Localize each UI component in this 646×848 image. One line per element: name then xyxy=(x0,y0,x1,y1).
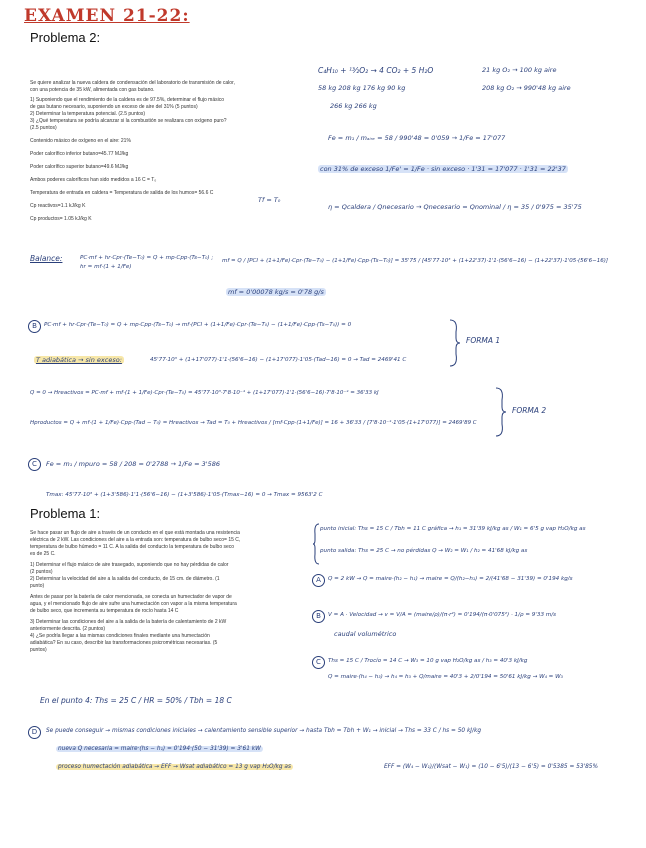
adiabatic-equation: 45'77·10³ + (1+17'077)·1'1·(56'6−16) − (1+17'077)·1'05·(Tad−16) = 0 → Tad = 2469'41 C xyxy=(150,357,407,363)
p1-part-b-note: caudal volumétrico xyxy=(334,630,397,638)
part-c1-circle: C xyxy=(312,656,325,669)
part-c-circle: C xyxy=(28,458,41,471)
fe-excess-calc xyxy=(318,165,568,173)
part-b-circle: B xyxy=(28,320,41,333)
part-c-tmax: Tmax: 45'77·10³ + (1+3'586)·1'1·(56'6−16) − (1+3'586)·1'05·(Tmax−16) = 0 → Tmax = 9563'2 C xyxy=(46,492,323,498)
p1-part-c-2: Q = maire·(h₄ − h₃) → h₄ = h₃ + Q/maire = 40'3 + 2/0'194 = 50'61 kJ/kg → W₄ = W₃ xyxy=(328,674,563,680)
efficiency-calc: η = Qcaldera / Qnecesario → Qnecesario = Qnominal / η = 35 / 0'975 = 35'75 xyxy=(328,203,582,211)
reaction-masses: 58 kg 208 kg 176 kg 90 kg xyxy=(318,84,406,92)
tf-note: Tf = T₀ xyxy=(258,196,281,204)
text-line: Antes de pasar por la batería de calor mencionada, se conecta un humectador de vapor de xyxy=(30,594,232,600)
balance-solution: mf = Q / [PCI + (1+1/Fe)·Cpr·(Te−T₀) − (1+1/Fe)·Cpp·(Ts−T₀)] = 35'75 / [45'77·10³ + (1+22'37)·1'1·(56'6−16) − (1+22'37)·1'05·(56'6−16)] xyxy=(222,258,609,264)
forma2-brace xyxy=(494,386,508,438)
part-c-fe: Fe = m₁ / mpuro = 58 / 208 = 0'2788 → 1/Fe = 3'586 xyxy=(46,460,220,468)
part-b-equation: PC·mf + hr·Cpr·(Te−T₀) = Q + mp·Cpp·(Ts−T₀) → mf·(PCI + (1+1/Fe)·Cpr·(Te−T₀) − (1+1/Fe)·Cpp·(Ts−T₀)) = 0 xyxy=(44,322,352,328)
text-line: Poder calorífico inferior butano=45.77 MJ/kg xyxy=(30,151,129,157)
adiabatic-label-text: T adiabática → sin exceso: xyxy=(36,356,122,364)
mf-result-text: mf = 0'00078 kg/s = 0'78 g/s xyxy=(228,288,324,296)
p1-part-d-2 xyxy=(56,746,263,752)
mf-result xyxy=(226,288,326,296)
balance-label: Balance: xyxy=(30,254,63,263)
air-ratio-1: 21 kg O₂ → 100 kg aire xyxy=(482,66,557,74)
text-line: es de 25 C. xyxy=(30,551,56,557)
text-line: punto) xyxy=(30,583,45,589)
text-line: Contenido másico de oxígeno en el aire: 21% xyxy=(30,138,131,144)
part-d-circle: D xyxy=(28,726,41,739)
p1-part-d-3-text: proceso humectación adiabática → EFF → Wsat adiabático = 13 g vap H₂O/kg as xyxy=(58,764,291,770)
text-line: 2) Determinar la velocidad del aire a la salida del conducto, de 15 cm. de diámetro. (1 xyxy=(30,576,220,582)
text-line: Poder calorífico superior butano=49.6 MJ/kg xyxy=(30,164,129,170)
text-line: Temperatura de entrada en caldera = Temperatura de salida de los humos= 56.6 C xyxy=(30,190,214,196)
text-line: Cp reactivos=1.1 kJ/kg K xyxy=(30,203,86,209)
text-line: 4) ¿Se podría llegar a las mismas condiciones finales mediante una humectación xyxy=(30,633,210,639)
reaction-mass-sums: 266 kg 266 kg xyxy=(330,102,377,110)
p1-statement xyxy=(30,530,310,654)
fe-calc xyxy=(328,134,505,142)
text-line: (2.5 puntos) xyxy=(30,125,57,131)
adiabatic-label xyxy=(34,356,124,364)
text-line: Se hace pasar un flujo de aire a través de un conducto en el que está montada una resistencia xyxy=(30,530,240,536)
text-line: agua, y el mencionado flujo de aire sufre una humectación con vapor a la misma temperatura xyxy=(30,601,237,607)
reaction-equation: C₄H₁₀ + ¹³⁄₂O₂ → 4 CO₂ + 5 H₂O xyxy=(318,66,434,75)
text-line: de bulbo seco, que incrementa su temperatura de rocío hasta 14 C xyxy=(30,608,179,614)
points-brace xyxy=(312,522,320,566)
forma1-label: FORMA 1 xyxy=(466,336,501,345)
text-line: adiabática? En su caso, describir las transformaciones psicrométricas necesarias. (5 xyxy=(30,640,218,646)
text-line: puntos) xyxy=(30,647,47,653)
text-line: con una potencia de 35 kW, alimentada con gas butano. xyxy=(30,87,155,93)
part-b1-circle: B xyxy=(312,610,325,623)
hprod-equation: Hproductos = Q + mf·(1 + 1/Fe)·Cpp·(Tad − T₀) = Hreactivos → Tad = T₀ + Hreactivos / [mf·Cpp·(1+1/Fe)] = 16 + 36'33 / [7'8·10⁻⁴·1'05·(1+17'077)] = 2469'89 C xyxy=(30,420,477,426)
p1-part-d-2-text: nueva Q necesaria = maire·(hs − h₁) = 0'194·(50 − 31'39) = 3'61 kW xyxy=(58,746,261,752)
text-line: temperatura de bulbo húmedo = 11 C. A la salida del conducto la temperatura de bulbo seco xyxy=(30,544,235,550)
text-line: de gas butano necesario, suponiendo un exceso de aire del 31% (5 puntos) xyxy=(30,104,198,110)
text-line: eléctrica de 2 kW. Las condiciones del aire a la entrada son: temperatura de bulbo seco= 15 C, xyxy=(30,537,241,543)
text-line: anteriormente descrita. (2 puntos) xyxy=(30,626,106,632)
part-a-circle: A xyxy=(312,574,325,587)
air-ratio-2: 208 kg O₂ → 990'48 kg aire xyxy=(482,84,571,92)
text-line: 1) Suponiendo que el rendimiento de la caldera es de 97.5%, determinar el flujo másico xyxy=(30,97,225,103)
text-line: (2 puntos) xyxy=(30,569,53,575)
p1-part-d-3 xyxy=(56,764,293,770)
problem2-heading: Problema 2: xyxy=(30,30,101,45)
exam-title: EXAMEN 21-22: xyxy=(24,6,190,26)
forma1-brace xyxy=(448,318,462,368)
balance-equation: PC·mf + hr·Cpr·(Te−T₀) = Q + mp·Cpp·(Ts−T₀) ; hr = mf·(1 + 1/Fe) xyxy=(80,255,214,270)
problem1-heading: Problema 1: xyxy=(30,506,101,521)
p1-part-b: V = A · Velocidad → v = V/A = (maire/ρ)/(π·r²) = 0'194/(π·0'075²) · 1/ρ = 9'33 m/s xyxy=(328,612,557,618)
initial-point: punto inicial: Ths = 15 C / Tbh = 11 C gráfica → h₁ = 31'39 kJ/kg as / W₁ = 6'5 g vap H₂O/kg as xyxy=(320,526,586,532)
forma2-label: FORMA 2 xyxy=(512,406,547,415)
text-line: 3) ¿Qué temperatura se podría alcanzar si la combustión se realizara con oxígeno puro? xyxy=(30,118,227,124)
text-line: Se quiere analizar la nueva caldera de condensación del laboratorio de transmisión de calor, xyxy=(30,80,235,86)
text-line: Ambos poderes caloríficos han sido medidos a 16 C = T₀ xyxy=(30,177,157,183)
text-line: 1) Determinar el flujo másico de aire trasegado, suponiendo que no hay pérdidas de calor xyxy=(30,562,229,568)
fe-excess-text: con 31% de exceso 1/Fe' = 1/Fe · sin exceso · 1'31 = 17'077 · 1'31 = 22'37 xyxy=(320,165,566,173)
p1-part-d-1: Se puede conseguir → mismas condiciones iniciales → calentamiento sensible superior → hasta Tbh = Tbh + W₁ → inicial → Ths = 33 C / hs = 50 kJ/kg xyxy=(46,728,482,734)
p1-part-d-eff: EFF = (W₄ − W₁)/(Wsat − W₁) = (10 − 6'5)/(13 − 6'5) = 0'5385 = 53'85% xyxy=(384,764,598,770)
point4-note: En el punto 4: Ths = 25 C / HR = 50% / Tbh = 18 C xyxy=(40,696,232,705)
p1-part-c-1: Ths = 15 C / Trocío = 14 C → W₃ = 10 g vap H₂O/kg as / h₃ = 40'3 kJ/kg xyxy=(328,658,528,664)
q0-equation: Q = 0 → Hreactivos = PC·mf + mf·(1 + 1/Fe)·Cpr·(Te−T₀) = 45'77·10³·7'8·10⁻⁴ + (1+17'077)·1'1·(56'6−16)·7'8·10⁻⁴ = 36'33 kJ xyxy=(30,390,379,396)
exit-point: punto salida: Ths = 25 C → no pérdidas Q → W₂ = W₁ / h₂ = 41'68 kJ/kg as xyxy=(320,548,528,554)
text-line: Cp productos= 1.05 kJ/kg K xyxy=(30,216,92,222)
text-line: 2) Determinar la temperatura potencial. (2.5 puntos) xyxy=(30,111,146,117)
text-line: 3) Determinar las condiciones del aire a la salida de la batería de calentamiento de 2 kW xyxy=(30,619,227,625)
fe-text: Fe = m₁ / mₐᵢᵣₑ = 58 / 990'48 = 0'059 → 1/Fe = 17'077 xyxy=(328,134,506,142)
p1-part-a: Q = 2 kW → Q = maire·(h₂ − h₁) → maire = Q/(h₂−h₁) = 2/(41'68 − 31'39) = 0'194 kg/s xyxy=(328,576,573,582)
